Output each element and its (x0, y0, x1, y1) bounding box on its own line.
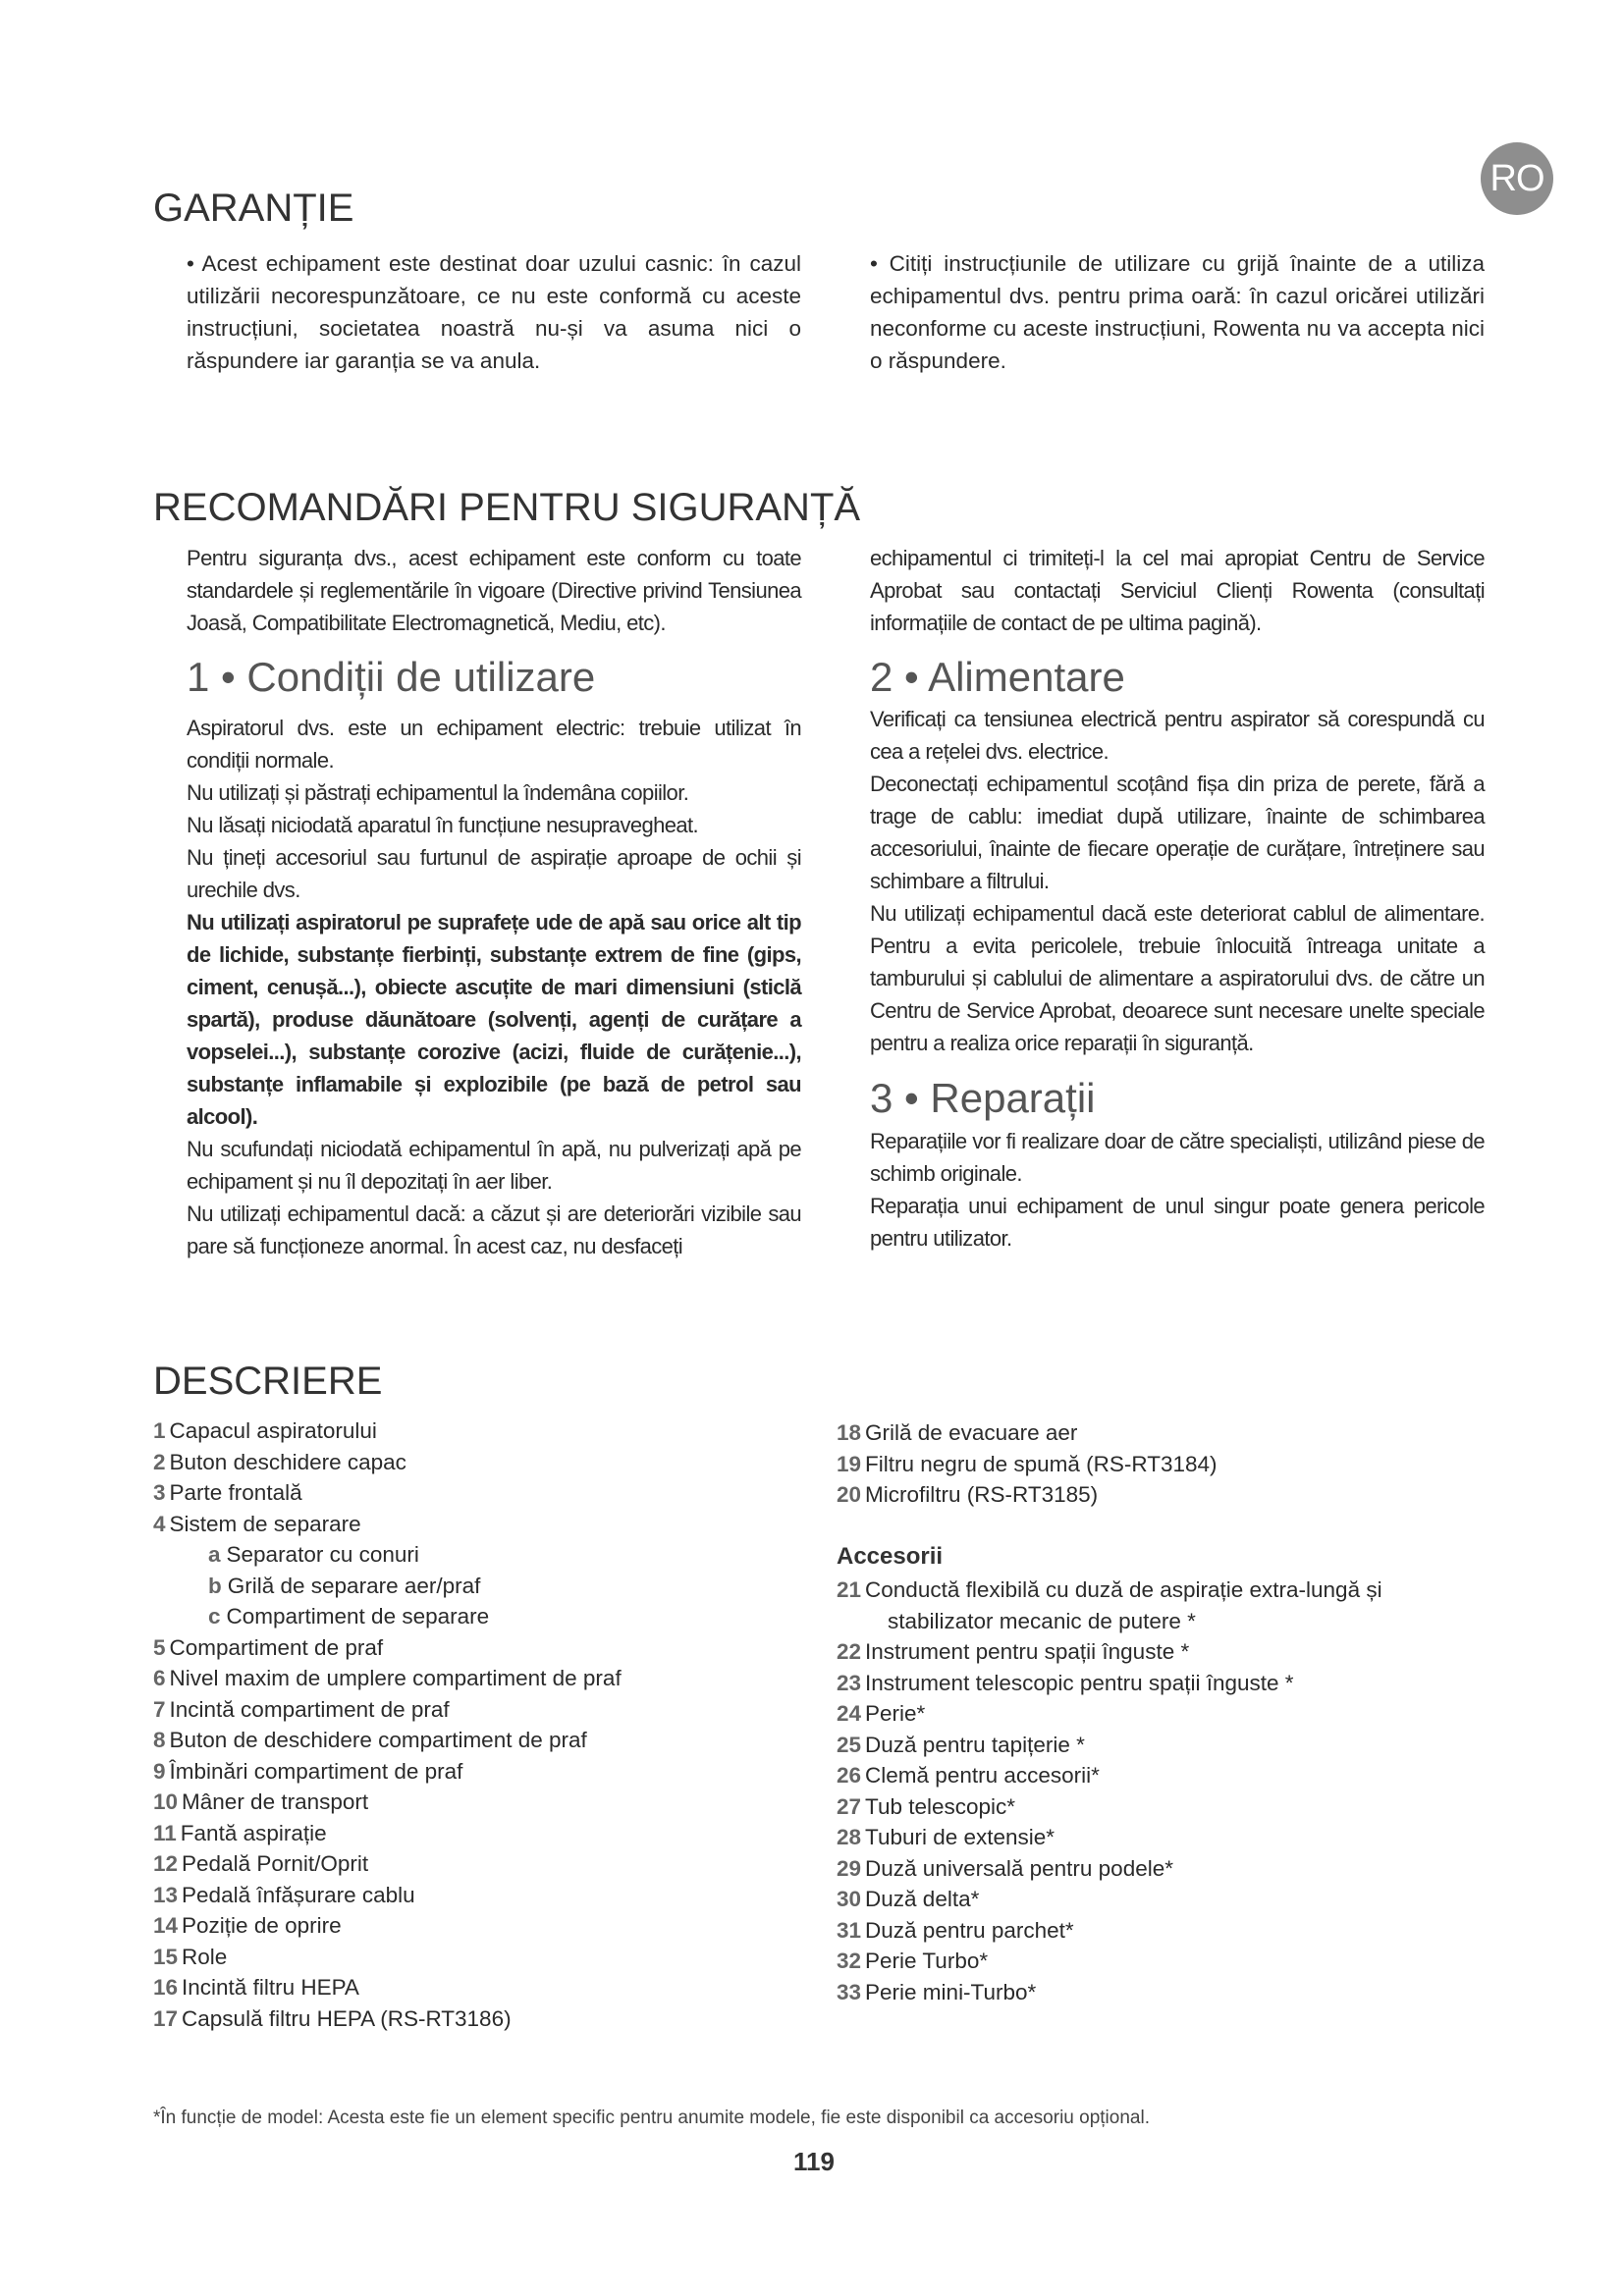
section-1-p6: Nu scufundați niciodată echipamentul în apă, nu pulverizați apă pe echipament și nu îl depozitați în aer liber. (187, 1137, 801, 1194)
list-item (837, 1977, 1543, 2008)
item-text: Compartiment de separare (226, 1604, 490, 1629)
item-text: Clemă pentru accesorii* (865, 1763, 1100, 1788)
siguranta-title: RECOMANDĂRI PENTRU SIGURANȚĂ (153, 486, 861, 529)
item-number: 2 (153, 1449, 166, 1474)
item-number: 24 (837, 1701, 862, 1726)
item-number: 15 (153, 1944, 179, 1969)
accesorii-title: Accesorii (837, 1543, 944, 1570)
item-number: 32 (837, 1949, 862, 1973)
item-number: 7 (153, 1696, 166, 1722)
item-text: Role (182, 1944, 228, 1969)
item-number: 4 (153, 1511, 166, 1536)
section-1-warning: Nu utilizați aspiratorul pe suprafețe ude de apă sau orice alt tip de lichide, substanțe fierbinți, substanțe extrem de fine (gips, ciment, cenușă...), obiecte ascuțite de mari dimensiuni (sticlă spartă), produse dăunătoare (solvenți, agenți de curățare a vopselei...), substanțe corozive (acizi, fluide de curățenie...), substanțe inflamabile și explozibile (pe bază de petrol sau alcool). (187, 910, 801, 1129)
item-number: 5 (153, 1634, 166, 1660)
section-1-body (187, 712, 801, 1262)
list-item (153, 1818, 831, 1849)
item-text: Buton de deschidere compartiment de praf (169, 1728, 587, 1752)
list-item (837, 1449, 1524, 1480)
item-number: 12 (153, 1851, 179, 1876)
language-badge: RO (1481, 142, 1553, 215)
list-item (153, 1509, 831, 1540)
item-text: Incintă filtru HEPA (182, 1975, 359, 2000)
item-text: Capacul aspiratorului (169, 1418, 377, 1443)
section-2-p2: Deconectați echipamentul scoțând fișa din priza de perete, fără a trage de cablu: imediat după utilizare, înainte de schimbarea accesoriului, înainte de fiecare operație de curățare, întreținere sau schimbare a filtrului. (870, 772, 1485, 893)
item-text: Grilă de evacuare aer (865, 1420, 1078, 1445)
section-1-p2: Nu utilizați și păstrați echipamentul la îndemâna copiilor. (187, 780, 689, 805)
item-text: Capsulă filtru HEPA (RS-RT3186) (182, 2005, 512, 2031)
garantie-right-text: • Citiți instrucțiunile de utilizare cu grijă înainte de a utiliza echipamentul dvs. pentru prima oară: în cazul oricărei utilizări neconforme cu aceste instrucțiuni, Rowenta nu va accepta nici o răspundere. (870, 251, 1485, 373)
section-1-p7: Nu utilizați echipamentul dacă: a căzut și are deteriorări vizibile sau pare să funcționeze anormal. În acest caz, nu desfaceți (187, 1201, 801, 1258)
list-item (153, 1415, 831, 1447)
list-item (153, 1972, 831, 2003)
item-text: Fantă aspirație (180, 1820, 327, 1845)
item-number: 33 (837, 1979, 862, 2004)
item-text: Tuburi de extensie* (865, 1825, 1056, 1849)
item-letter: c (208, 1604, 221, 1629)
item-number: 25 (837, 1732, 862, 1757)
descriere-left-list (153, 1415, 831, 2034)
list-item (153, 1571, 831, 1602)
list-item (837, 1791, 1543, 1823)
item-number: 26 (837, 1763, 862, 1788)
list-item (153, 1601, 831, 1632)
item-letter: a (208, 1542, 221, 1567)
list-item (837, 1915, 1543, 1947)
item-text: Poziție de oprire (182, 1913, 342, 1938)
item-number: 20 (837, 1482, 862, 1507)
item-text: Incintă compartiment de praf (169, 1696, 450, 1722)
item-number: 21 (837, 1577, 862, 1602)
list-item (837, 1730, 1543, 1761)
footnote: *În funcție de model: Acesta este fie un element specific pentru anumite modele, fie este disponibil ca accesoriu opțional. (153, 2108, 1150, 2128)
list-item (153, 1910, 831, 1942)
section-1-title: 1 • Condiții de utilizare (187, 654, 596, 700)
item-text: Instrument telescopic pentru spații înguste * (865, 1670, 1294, 1695)
item-text: Perie Turbo* (865, 1949, 989, 1973)
list-item (153, 1787, 831, 1818)
item-number: 17 (153, 2005, 179, 2031)
item-number: 16 (153, 1975, 179, 2000)
section-2-p1: Verificați ca tensiunea electrică pentru aspirator să corespundă cu cea a rețelei dvs. electrice. (870, 707, 1485, 764)
item-text: Tub telescopic* (865, 1793, 1016, 1819)
list-item (153, 1880, 831, 1911)
item-number: 9 (153, 1758, 166, 1784)
item-number: 27 (837, 1793, 862, 1819)
item-number: 13 (153, 1882, 179, 1907)
section-3-body (870, 1125, 1485, 1255)
item-text: Filtru negru de spumă (RS-RT3184) (865, 1451, 1218, 1476)
item-text: Perie* (865, 1701, 926, 1726)
list-item (837, 1479, 1524, 1511)
item-text: Duză delta* (865, 1887, 980, 1911)
item-text: Duză pentru tapițerie * (865, 1732, 1085, 1757)
section-1-p3: Nu lăsați niciodată aparatul în funcțiune nesupravegheat. (187, 813, 699, 837)
list-item (153, 1942, 831, 1973)
item-text: Pedală înfășurare cablu (182, 1882, 415, 1907)
list-item (153, 1632, 831, 1664)
item-number: 14 (153, 1913, 179, 1938)
item-letter: b (208, 1573, 222, 1598)
list-item (153, 1848, 831, 1880)
siguranta-intro: Pentru siguranța dvs., acest echipament este conform cu toate standardele și reglementările în vigoare (Directive privind Tensiunea Joasă, Compatibilitate Electromagnetică, Mediu, etc). (187, 546, 801, 635)
item-text: Instrument pentru spații înguste * (865, 1639, 1190, 1664)
item-number: 3 (153, 1480, 166, 1505)
section-1-p1: Aspiratorul dvs. este un echipament electric: trebuie utilizat în condiții normale. (187, 716, 801, 773)
item-number: 8 (153, 1728, 166, 1752)
list-item (837, 1853, 1543, 1885)
list-item (837, 1698, 1543, 1730)
item-text: Grilă de separare aer/praf (227, 1573, 481, 1598)
item-text: Compartiment de praf (169, 1634, 384, 1660)
item-text: Duză pentru parchet* (865, 1917, 1074, 1943)
item-number: 22 (837, 1639, 862, 1664)
page-number: 119 (793, 2147, 835, 2176)
descriere-title: DESCRIERE (153, 1360, 383, 1403)
list-item (153, 2003, 831, 2035)
item-number: 18 (837, 1420, 862, 1445)
section-2-title: 2 • Alimentare (870, 654, 1125, 700)
list-item (153, 1477, 831, 1509)
item-number: 31 (837, 1917, 862, 1943)
item-number: 29 (837, 1855, 862, 1881)
list-item (837, 1636, 1543, 1668)
item-text: Îmbinări compartiment de praf (169, 1758, 463, 1784)
list-item (837, 1668, 1543, 1699)
item-number: 6 (153, 1666, 166, 1690)
item-text: Separator cu conuri (226, 1542, 419, 1567)
item-text: stabilizator mecanic de putere * (888, 1608, 1196, 1633)
list-item (837, 1760, 1543, 1791)
section-3-p2: Reparația unui echipament de unul singur poate genera pericole pentru utilizator. (870, 1194, 1485, 1251)
garantie-title: GARANȚIE (153, 187, 354, 230)
section-2-p3: Nu utilizați echipamentul dacă este deteriorat cablul de alimentare. Pentru a evita pericolele, trebuie înlocuită întreaga unitate a tamburului și cablului de alimentare a aspiratorului dvs. de către un Centru de Service Aprobat, deoarece sunt necesare unelte speciale pentru a realiza orice reparații în siguranță. (870, 901, 1485, 1055)
section-2-body (870, 703, 1485, 1059)
accesorii-list (837, 1575, 1543, 2007)
item-text: Microfiltru (RS-RT3185) (865, 1482, 1099, 1507)
descriere-right-list (837, 1417, 1524, 1511)
garantie-left-text: • Acest echipament este destinat doar uzului casnic: în cazul utilizării necorespunzătoare, ce nu este conformă cu aceste instrucțiuni, societatea noastră nu-și va asuma nici o răspundere iar garanția se va anula. (187, 251, 801, 373)
section-3-p1: Reparațiile vor fi realizare doar de către specialiști, utilizând piese de schimb originale. (870, 1129, 1485, 1186)
item-number: 19 (837, 1451, 862, 1476)
item-text: Buton deschidere capac (169, 1449, 406, 1474)
list-item (153, 1694, 831, 1726)
item-number: 30 (837, 1887, 862, 1911)
list-item (837, 1606, 1543, 1637)
item-text: Duză universală pentru podele* (865, 1855, 1173, 1881)
item-text: Sistem de separare (169, 1511, 361, 1536)
list-item (837, 1884, 1543, 1915)
list-item (153, 1663, 831, 1694)
item-text: Perie mini-Turbo* (865, 1979, 1037, 2004)
item-number: 23 (837, 1670, 862, 1695)
list-item (153, 1447, 831, 1478)
list-item (837, 1575, 1543, 1606)
list-item (837, 1822, 1543, 1853)
item-number: 11 (153, 1820, 177, 1845)
item-text: Nivel maxim de umplere compartiment de praf (169, 1666, 622, 1690)
item-text: Mâner de transport (182, 1789, 369, 1814)
item-number: 1 (153, 1418, 166, 1443)
list-item (837, 1946, 1543, 1977)
item-text: Conductă flexibilă cu duză de aspirație extra-lungă și (865, 1577, 1382, 1602)
item-text: Parte frontală (169, 1480, 302, 1505)
siguranta-intro-right: echipamentul ci trimiteți-l la cel mai apropiat Centru de Service Aprobat sau contactați Serviciul Clienți Rowenta (consultați informațiile de contact de pe ultima pagină). (870, 546, 1485, 635)
list-item (837, 1417, 1524, 1449)
section-3-title: 3 • Reparații (870, 1075, 1096, 1121)
section-1-p4: Nu țineți accesoriul sau furtunul de aspirație aproape de ochii și urechile dvs. (187, 845, 801, 902)
list-item (153, 1725, 831, 1756)
list-item (153, 1756, 831, 1788)
list-item (153, 1539, 831, 1571)
item-text: Pedală Pornit/Oprit (182, 1851, 369, 1876)
item-number: 10 (153, 1789, 179, 1814)
item-number: 28 (837, 1825, 862, 1849)
